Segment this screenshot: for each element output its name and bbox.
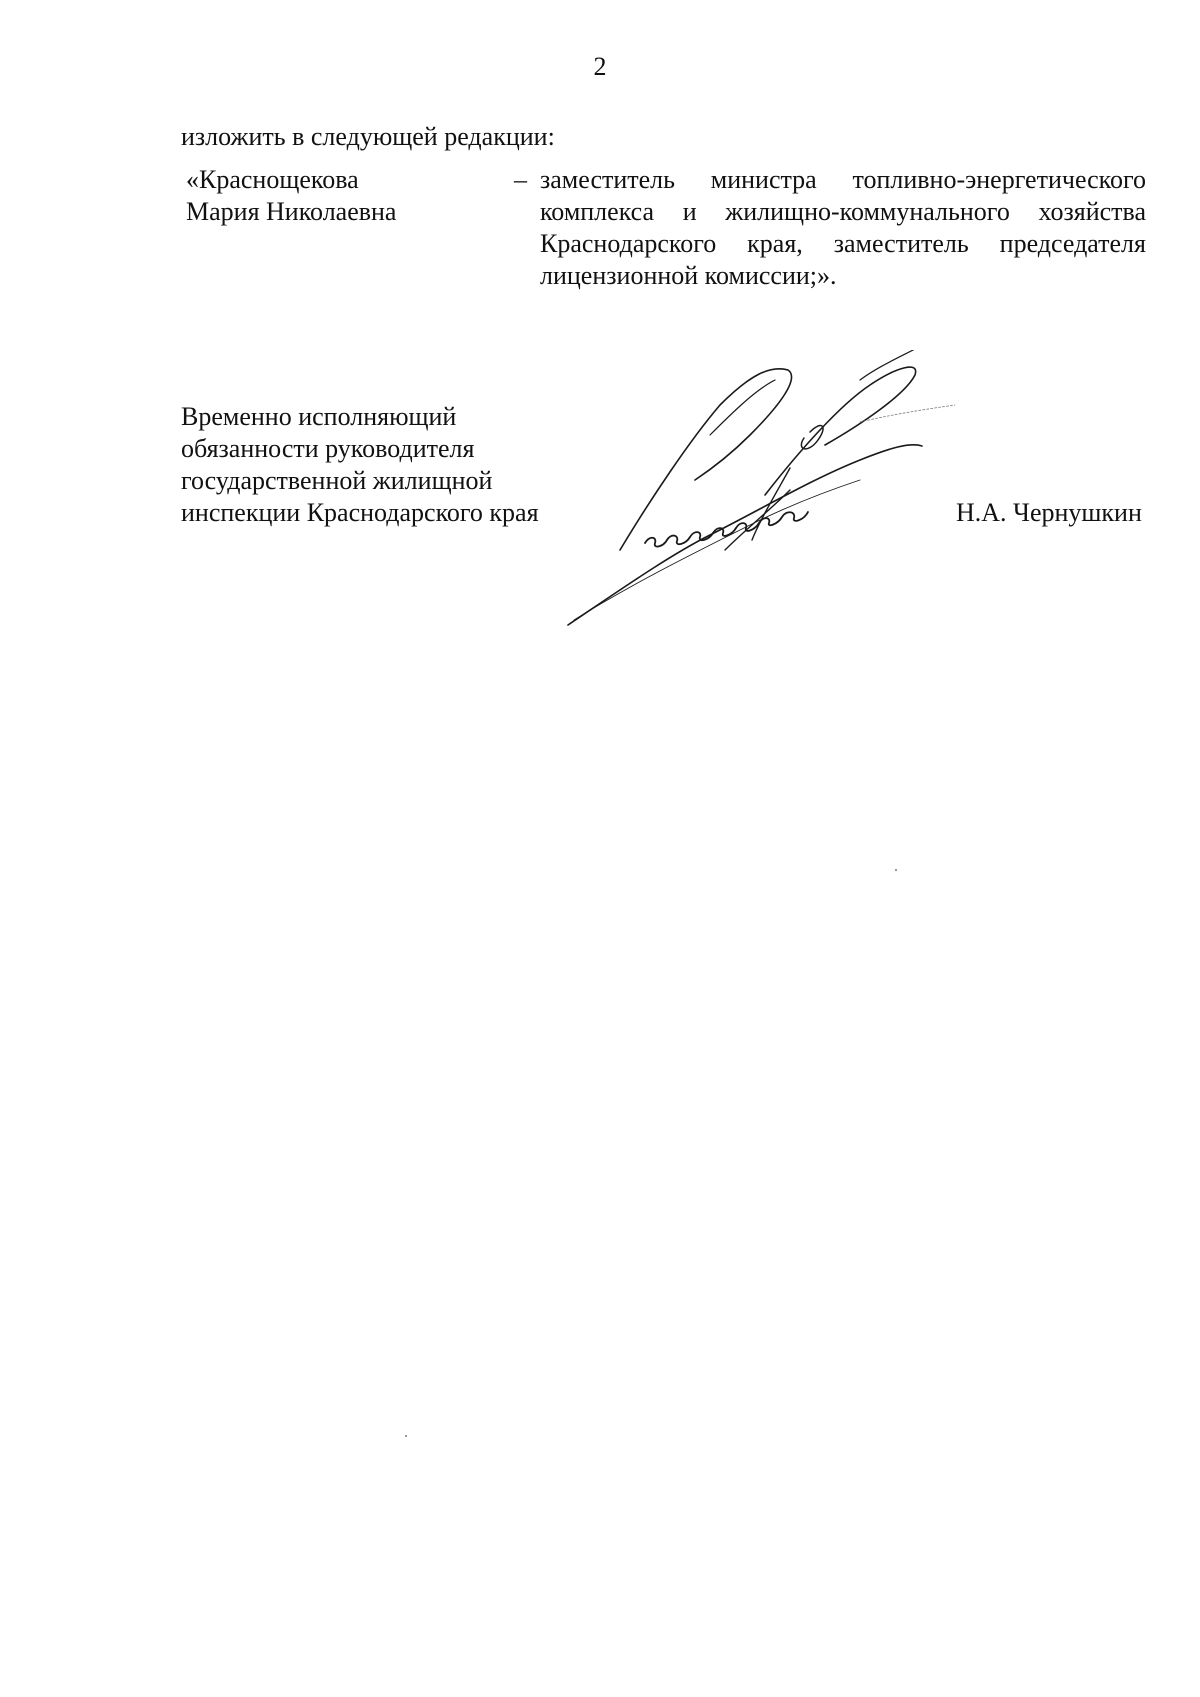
scan-speck <box>895 869 897 871</box>
member-name <box>186 164 396 228</box>
scan-speck <box>405 1435 407 1437</box>
signature-stroke-loop-2 <box>765 367 916 495</box>
signer-name: Н.А. Чернушкин <box>956 498 1142 527</box>
signer-title-line-3: государственной жилищной <box>181 466 493 495</box>
handwritten-signature <box>560 350 1010 630</box>
intro-text: изложить в следующей редакции: <box>181 122 555 151</box>
page-number: 2 <box>593 52 607 81</box>
member-name-line-1: «Краснощекова <box>186 165 359 194</box>
signature-stroke-loop-1 <box>620 369 792 550</box>
signer-title-line-2: обязанности руководителя <box>181 434 475 463</box>
signature-stroke-sweep-thin <box>574 480 860 620</box>
member-name-line-2: Мария Николаевна <box>186 197 397 226</box>
signature-stroke-loop-1-inner <box>710 380 775 435</box>
signer-title-line-1: Временно исполняющий <box>181 402 457 431</box>
signature-stroke-upper-flourish <box>860 350 932 380</box>
member-dash: – <box>514 165 527 194</box>
signer-title-line-4: инспекции Краснодарского края <box>181 498 539 527</box>
signer-title <box>181 401 539 529</box>
signature-stroke-sweep <box>568 445 922 625</box>
signature-stroke-descender-2 <box>752 468 790 540</box>
member-position: заместитель министра топливно-энергетического комплекса и жилищно-коммунального хозяйства Краснодарского края, заместитель председателя лицензионной комиссии;». <box>540 165 1146 290</box>
signature-stroke-chain <box>645 512 808 547</box>
